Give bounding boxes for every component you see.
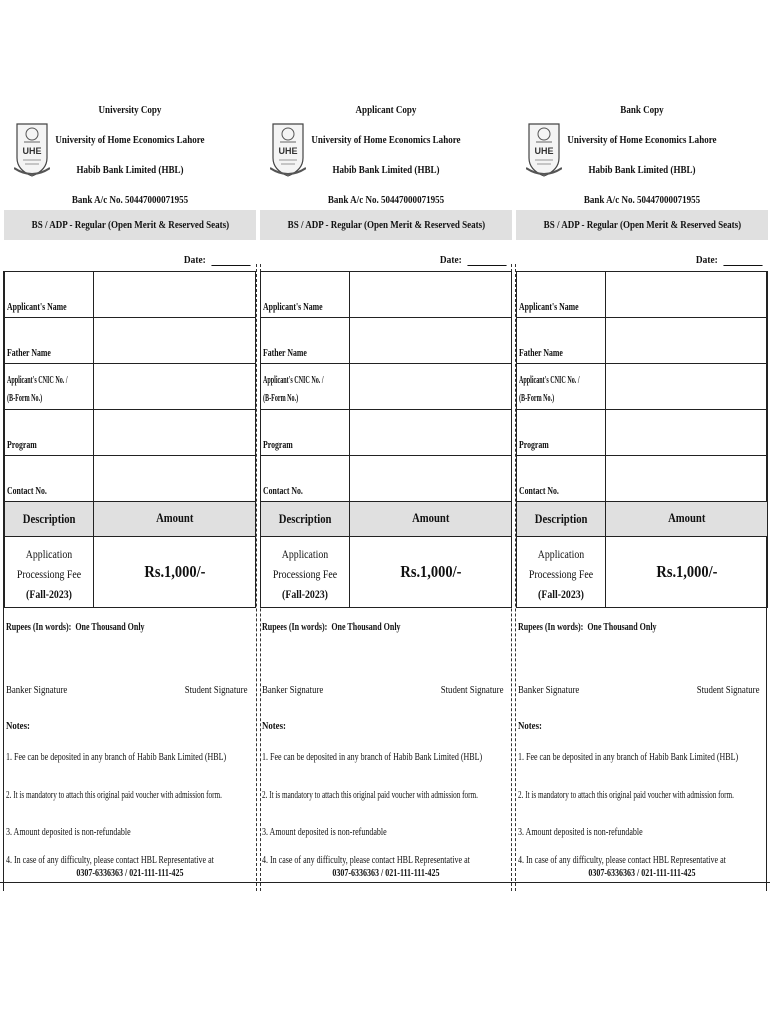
field-value-father bbox=[606, 318, 767, 363]
note-4: 4. In case of any difficulty, please contact HBL Representative at bbox=[518, 855, 726, 866]
date-field bbox=[438, 254, 510, 266]
fee-amount: Rs.1,000/- bbox=[655, 562, 718, 581]
note-4: 4. In case of any difficulty, please contact HBL Representative at bbox=[6, 855, 214, 866]
field-value-contact bbox=[606, 456, 767, 501]
field-label-father: Father Name bbox=[263, 348, 307, 359]
note-2: 2. It is mandatory to attach this original paid voucher with admission form. bbox=[6, 790, 222, 801]
voucher-copy-2 bbox=[516, 96, 768, 891]
bank-name: Habib Bank Limited (HBL) bbox=[76, 164, 184, 176]
rupees-value: One Thousand Only bbox=[75, 622, 145, 633]
program-band-text: BS / ADP - Regular (Open Merit & Reserved Seats) bbox=[287, 219, 485, 231]
col-amount: Amount bbox=[411, 510, 450, 525]
rupees-label: Rupees (In words): bbox=[518, 622, 584, 633]
contact-text: 0307-6336363 / 021-111-111-425 bbox=[332, 868, 440, 879]
field-value-contact bbox=[350, 456, 511, 501]
fee-row bbox=[517, 537, 767, 608]
program-band-text: BS / ADP - Regular (Open Merit & Reserved Seats) bbox=[543, 219, 741, 231]
field-value-name bbox=[350, 272, 511, 317]
program-band bbox=[4, 210, 256, 240]
rupees-label: Rupees (In words): bbox=[6, 622, 72, 633]
date-field bbox=[182, 254, 254, 266]
cnic-line-1: Applicant's CNIC No. / bbox=[519, 375, 580, 386]
field-value-cnic bbox=[94, 364, 255, 409]
cnic-line-1: Applicant's CNIC No. / bbox=[263, 375, 324, 386]
form-row-name bbox=[5, 272, 255, 318]
fee-table-header bbox=[5, 502, 255, 537]
fee-description bbox=[5, 537, 94, 607]
fee-description bbox=[261, 537, 350, 607]
field-label-contact: Contact No. bbox=[263, 486, 303, 497]
fee-desc-line-3: (Fall-2023) bbox=[282, 587, 328, 601]
banker-signature: Banker Signature bbox=[6, 684, 68, 696]
form-row-cnic bbox=[5, 364, 255, 410]
date-blank bbox=[211, 255, 250, 266]
col-description: Description bbox=[22, 511, 76, 526]
bank-name: Habib Bank Limited (HBL) bbox=[332, 164, 440, 176]
date-field bbox=[694, 254, 766, 266]
field-label-father: Father Name bbox=[7, 348, 51, 359]
university-name: University of Home Economics Lahore bbox=[311, 134, 461, 146]
cnic-line-2: (B-Form No.) bbox=[519, 393, 555, 404]
student-signature: Student Signature bbox=[697, 684, 760, 696]
form-row-program bbox=[517, 410, 767, 456]
voucher-copy-1 bbox=[260, 96, 512, 891]
note-2: 2. It is mandatory to attach this original paid voucher with admission form. bbox=[518, 790, 734, 801]
form-row-name bbox=[517, 272, 767, 318]
student-signature: Student Signature bbox=[185, 684, 248, 696]
field-label-name: Applicant's Name bbox=[263, 302, 323, 313]
form-row-father bbox=[261, 318, 511, 364]
note-3: 3. Amount deposited is non-refundable bbox=[6, 827, 131, 838]
fee-desc-line-1: Application bbox=[25, 547, 73, 561]
bank-account: Bank A/c No. 50447000071955 bbox=[583, 194, 701, 206]
form-row-father bbox=[5, 318, 255, 364]
rupees-label: Rupees (In words): bbox=[262, 622, 328, 633]
field-label-program: Program bbox=[7, 440, 37, 451]
cnic-line-2: (B-Form No.) bbox=[7, 393, 43, 404]
fee-desc-line-1: Application bbox=[281, 547, 329, 561]
copy-title: Applicant Copy bbox=[355, 104, 417, 116]
cnic-line-1: Applicant's CNIC No. / bbox=[7, 375, 68, 386]
field-value-program bbox=[350, 410, 511, 455]
field-value-father bbox=[94, 318, 255, 363]
hbl-contact-numbers bbox=[260, 868, 512, 879]
date-label: Date: bbox=[184, 254, 207, 266]
rupees-in-words bbox=[518, 622, 657, 633]
field-value-program bbox=[94, 410, 255, 455]
note-1: 1. Fee can be deposited in any branch of Habib Bank Limited (HBL) bbox=[518, 752, 739, 763]
field-label-cnic bbox=[263, 372, 341, 408]
applicant-form bbox=[516, 271, 768, 608]
form-row-cnic bbox=[517, 364, 767, 410]
note-1: 1. Fee can be deposited in any branch of Habib Bank Limited (HBL) bbox=[6, 752, 227, 763]
field-value-program bbox=[606, 410, 767, 455]
form-row-father bbox=[517, 318, 767, 364]
date-label: Date: bbox=[696, 254, 719, 266]
hbl-contact-numbers bbox=[4, 868, 256, 879]
voucher-header bbox=[516, 96, 768, 210]
bottom-border bbox=[256, 882, 516, 883]
field-value-contact bbox=[94, 456, 255, 501]
svg-text:UHE: UHE bbox=[22, 146, 42, 156]
fee-row bbox=[5, 537, 255, 608]
bank-account: Bank A/c No. 50447000071955 bbox=[71, 194, 189, 206]
form-row-program bbox=[261, 410, 511, 456]
field-label-name: Applicant's Name bbox=[519, 302, 579, 313]
date-label: Date: bbox=[440, 254, 463, 266]
program-band bbox=[260, 210, 512, 240]
fee-table-header bbox=[517, 502, 767, 537]
date-blank bbox=[723, 255, 762, 266]
fee-desc-line-3: (Fall-2023) bbox=[26, 587, 72, 601]
field-label-program: Program bbox=[519, 440, 549, 451]
note-3: 3. Amount deposited is non-refundable bbox=[262, 827, 387, 838]
notes-title: Notes: bbox=[262, 720, 286, 732]
field-label-program: Program bbox=[263, 440, 293, 451]
university-name: University of Home Economics Lahore bbox=[567, 134, 717, 146]
svg-text:UHE: UHE bbox=[278, 146, 298, 156]
voucher-header bbox=[260, 96, 512, 210]
cnic-line-2: (B-Form No.) bbox=[263, 393, 299, 404]
date-blank bbox=[467, 255, 506, 266]
svg-text:UHE: UHE bbox=[534, 146, 554, 156]
rupees-value: One Thousand Only bbox=[331, 622, 401, 633]
fee-row bbox=[261, 537, 511, 608]
fee-desc-line-1: Application bbox=[537, 547, 585, 561]
notes-title: Notes: bbox=[518, 720, 542, 732]
col-description: Description bbox=[278, 511, 332, 526]
form-row-program bbox=[5, 410, 255, 456]
fee-amount: Rs.1,000/- bbox=[399, 562, 462, 581]
notes-title: Notes: bbox=[6, 720, 30, 732]
field-value-cnic bbox=[350, 364, 511, 409]
field-label-cnic bbox=[7, 372, 85, 408]
form-row-cnic bbox=[261, 364, 511, 410]
field-label-contact: Contact No. bbox=[7, 486, 47, 497]
fee-desc-line-2: Processiong Fee bbox=[528, 567, 594, 581]
form-row-contact bbox=[5, 456, 255, 502]
banker-signature: Banker Signature bbox=[518, 684, 580, 696]
bottom-border bbox=[512, 882, 770, 883]
fee-desc-line-2: Processiong Fee bbox=[272, 567, 338, 581]
field-value-cnic bbox=[606, 364, 767, 409]
program-band-text: BS / ADP - Regular (Open Merit & Reserved Seats) bbox=[31, 219, 229, 231]
bank-name: Habib Bank Limited (HBL) bbox=[588, 164, 696, 176]
form-row-contact bbox=[261, 456, 511, 502]
contact-text: 0307-6336363 / 021-111-111-425 bbox=[76, 868, 184, 879]
col-amount: Amount bbox=[667, 510, 706, 525]
hbl-contact-numbers bbox=[516, 868, 768, 879]
copy-title: Bank Copy bbox=[620, 104, 664, 116]
fee-table-header bbox=[261, 502, 511, 537]
rupees-in-words bbox=[262, 622, 401, 633]
contact-text: 0307-6336363 / 021-111-111-425 bbox=[588, 868, 696, 879]
rupees-value: One Thousand Only bbox=[587, 622, 657, 633]
program-band bbox=[516, 210, 768, 240]
note-4: 4. In case of any difficulty, please contact HBL Representative at bbox=[262, 855, 470, 866]
fee-desc-line-3: (Fall-2023) bbox=[538, 587, 584, 601]
fee-amount: Rs.1,000/- bbox=[143, 562, 206, 581]
voucher-header bbox=[4, 96, 256, 210]
bank-account: Bank A/c No. 50447000071955 bbox=[327, 194, 445, 206]
field-value-father bbox=[350, 318, 511, 363]
copy-title: University Copy bbox=[98, 104, 162, 116]
field-value-name bbox=[606, 272, 767, 317]
field-label-contact: Contact No. bbox=[519, 486, 559, 497]
form-row-name bbox=[261, 272, 511, 318]
col-amount: Amount bbox=[155, 510, 194, 525]
col-description: Description bbox=[534, 511, 588, 526]
form-row-contact bbox=[517, 456, 767, 502]
applicant-form bbox=[4, 271, 256, 608]
field-label-cnic bbox=[519, 372, 597, 408]
banker-signature: Banker Signature bbox=[262, 684, 324, 696]
rupees-in-words bbox=[6, 622, 145, 633]
fee-desc-line-2: Processiong Fee bbox=[16, 567, 82, 581]
field-label-father: Father Name bbox=[519, 348, 563, 359]
note-3: 3. Amount deposited is non-refundable bbox=[518, 827, 643, 838]
bottom-border bbox=[0, 882, 260, 883]
applicant-form bbox=[260, 271, 512, 608]
note-2: 2. It is mandatory to attach this original paid voucher with admission form. bbox=[262, 790, 478, 801]
student-signature: Student Signature bbox=[441, 684, 504, 696]
note-1: 1. Fee can be deposited in any branch of Habib Bank Limited (HBL) bbox=[262, 752, 483, 763]
field-value-name bbox=[94, 272, 255, 317]
voucher-copy-0 bbox=[4, 96, 256, 891]
university-name: University of Home Economics Lahore bbox=[55, 134, 205, 146]
field-label-name: Applicant's Name bbox=[7, 302, 67, 313]
fee-description bbox=[517, 537, 606, 607]
